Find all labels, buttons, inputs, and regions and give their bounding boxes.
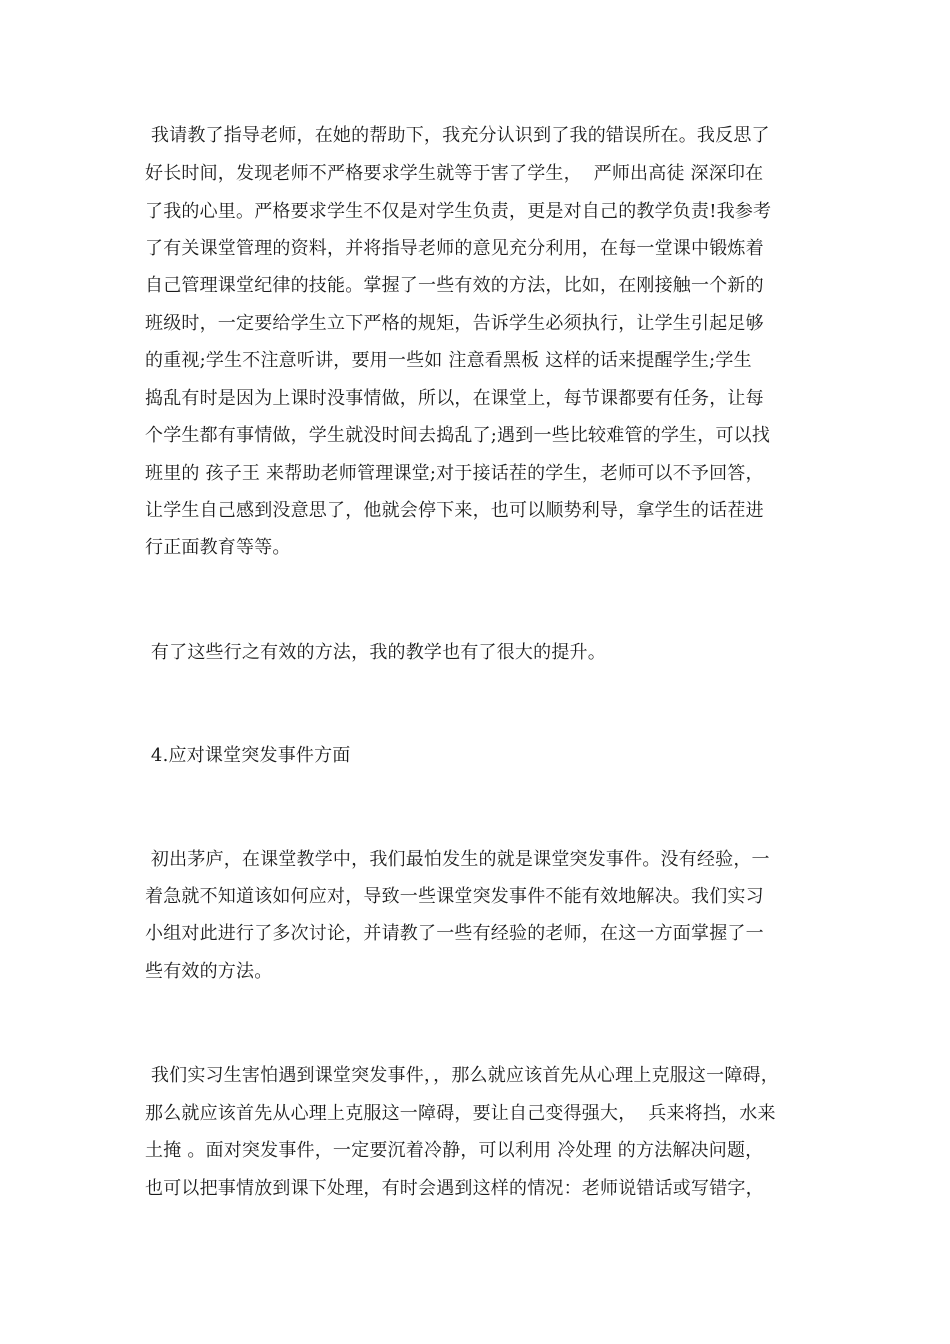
paragraph-3-line-2: 着急就不知道该如何应对，导致一些课堂突发事件不能有效地解决。我们实习 <box>145 886 764 907</box>
paragraph-1-line-9: 个学生都有事情做，学生就没时间去捣乱了;遇到一些比较难管的学生，可以找 <box>145 425 771 446</box>
paragraph-1-line-4: 了有关课堂管理的资料，并将指导老师的意见充分利用，在每一堂课中锻炼着 <box>145 238 764 259</box>
paragraph-1-line-6: 班级时，一定要给学生立下严格的规矩，告诉学生必须执行，让学生引起足够 <box>145 313 764 334</box>
paragraph-1-line-10: 班里的 孩子王 来帮助老师管理课堂;对于接话茬的学生，老师可以不予回答， <box>145 463 764 484</box>
paragraph-1-line-7: 的重视;学生不注意听讲，要用一些如 注意看黑板 这样的话来提醒学生;学生 <box>145 350 752 371</box>
paragraph-2-line-1: 有了这些行之有效的方法，我的教学也有了很大的提升。 <box>145 642 606 663</box>
section-heading: 4.应对课堂突发事件方面 <box>145 745 351 766</box>
paragraph-1-line-2: 好长时间，发现老师不严格要求学生就等于害了学生， 严师出高徒 深深印在 <box>145 163 764 184</box>
paragraph-3-line-3: 小组对此进行了多次讨论，并请教了一些有经验的老师，在这一方面掌握了一 <box>145 923 764 944</box>
paragraph-1-line-12: 行正面教育等等。 <box>145 537 291 558</box>
paragraph-1-line-5: 自己管理课堂纪律的技能。掌握了一些有效的方法，比如，在刚接触一个新的 <box>145 275 764 296</box>
paragraph-4-line-1: 我们实习生害怕遇到课堂突发事件，，那么就应该首先从心理上克服这一障碍， <box>145 1065 779 1086</box>
paragraph-1-line-3: 了我的心里。严格要求学生不仅是对学生负责，更是对自己的教学负责!我参考 <box>145 201 772 222</box>
paragraph-1-line-8: 捣乱有时是因为上课时没事情做，所以，在课堂上，每节课都要有任务，让每 <box>145 388 764 409</box>
paragraph-4-line-4: 也可以把事情放到课下处理，有时会遇到这样的情况：老师说错话或写错字， <box>145 1178 764 1199</box>
paragraph-4-line-3: 土掩 。面对突发事件，一定要沉着冷静，可以利用 冷处理 的方法解决问题， <box>145 1140 764 1161</box>
paragraph-3-line-4: 些有效的方法。 <box>145 961 273 982</box>
paragraph-4-line-2: 那么就应该首先从心理上克服这一障碍，要让自己变得强大， 兵来将挡，水来 <box>145 1103 776 1124</box>
paragraph-1-line-1: 我请教了指导老师，在她的帮助下，我充分认识到了我的错误所在。我反思了 <box>145 125 770 146</box>
paragraph-1-line-11: 让学生自己感到没意思了，他就会停下来，也可以顺势利导，拿学生的话茬进 <box>145 500 764 521</box>
paragraph-3-line-1: 初出茅庐，在课堂教学中，我们最怕发生的就是课堂突发事件。没有经验，一 <box>145 849 770 870</box>
